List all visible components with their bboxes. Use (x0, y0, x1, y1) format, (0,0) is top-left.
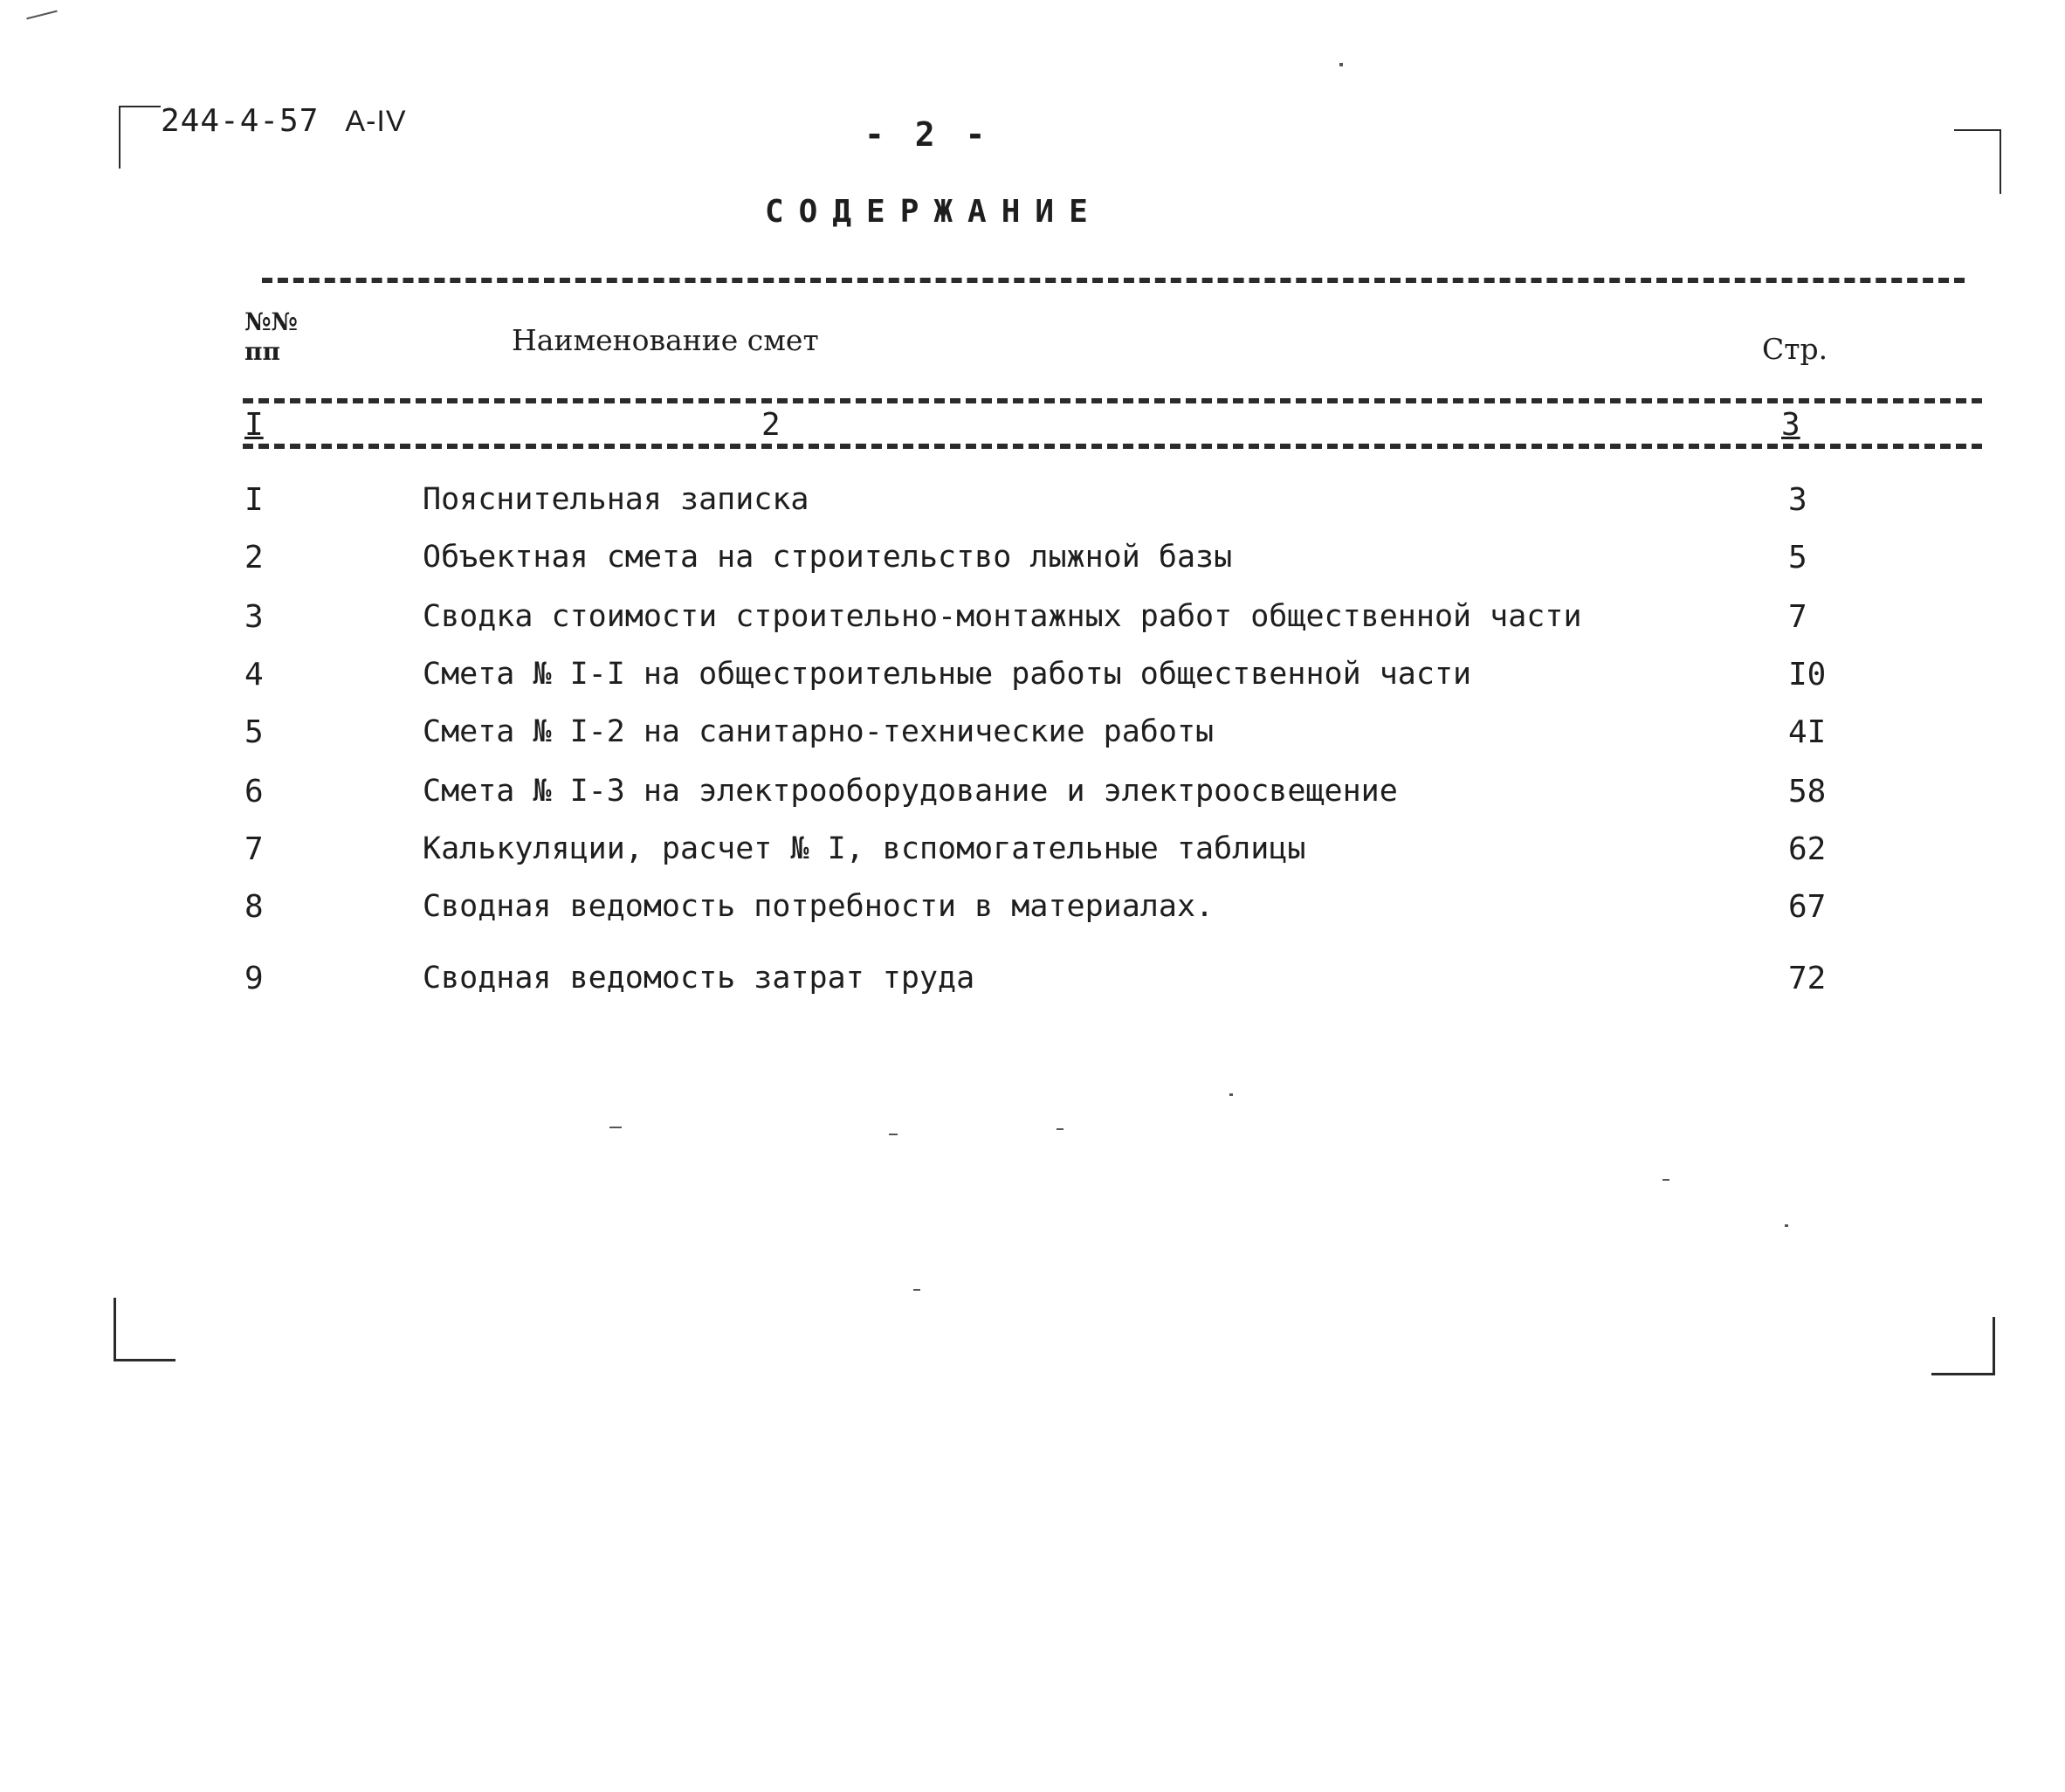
row-page: 7 (1788, 599, 1807, 635)
top-rule (262, 278, 1965, 283)
scan-speck (609, 1127, 622, 1128)
scan-speck (1229, 1093, 1233, 1096)
row-title: Смета № I-3 на электрооборудование и электроосвещение (423, 774, 1398, 809)
header-page: Стр. (1762, 332, 1828, 366)
header-number (244, 307, 298, 367)
column-number-3: 3 (1781, 407, 1800, 443)
header-number-line1: №№ (244, 307, 298, 336)
row-page: 5 (1788, 540, 1807, 576)
row-number: 9 (244, 961, 264, 996)
row-title: Объектная смета на строительство лыжной базы (423, 540, 1233, 575)
header-number-line2: пп (244, 337, 280, 366)
row-number: 2 (244, 540, 264, 576)
row-title: Калькуляции, расчет № I, вспомогательные таблицы (423, 831, 1306, 866)
row-page: 58 (1788, 774, 1827, 810)
row-page: I0 (1788, 657, 1827, 693)
row-page: 4I (1788, 714, 1827, 750)
scan-speck (1339, 63, 1343, 66)
table-row (0, 889, 2065, 938)
row-number: 6 (244, 774, 264, 810)
row-title: Смета № I-2 на санитарно-технические работы (423, 714, 1215, 749)
document-code-number: 244-4-57 (161, 103, 320, 139)
column-number-rule (243, 444, 1982, 449)
corner-mark-top-right (1954, 129, 2001, 194)
column-number-2: 2 (761, 407, 781, 443)
corner-mark-bottom-left (114, 1298, 176, 1361)
header-rule (243, 398, 1982, 403)
table-row (0, 831, 2065, 880)
table-row (0, 774, 2065, 823)
table-row (0, 482, 2065, 531)
table-row (0, 540, 2065, 589)
row-number: I (244, 482, 264, 518)
table-row (0, 599, 2065, 648)
table-row (0, 657, 2065, 706)
row-number: 8 (244, 889, 264, 925)
scan-speck (913, 1289, 920, 1291)
document-code (161, 103, 407, 139)
row-page: 72 (1788, 961, 1827, 996)
row-page: 67 (1788, 889, 1827, 925)
scan-speck (26, 10, 57, 20)
row-title: Сводная ведомость затрат труда (423, 961, 975, 996)
row-title: Пояснительная записка (423, 482, 809, 517)
header-name: Наименование смет (512, 323, 819, 357)
row-title: Сводная ведомость потребности в материалах. (423, 889, 1215, 924)
row-title: Сводка стоимости строительно-монтажных работ общественной части (423, 599, 1582, 634)
page-number: - 2 - (864, 115, 991, 154)
row-number: 3 (244, 599, 264, 635)
scan-speck (1785, 1224, 1788, 1227)
scan-speck (1662, 1179, 1669, 1181)
column-number-1: I (244, 407, 264, 443)
document-series: А-IV (345, 105, 407, 138)
row-number: 7 (244, 831, 264, 867)
row-page: 62 (1788, 831, 1827, 867)
row-title: Смета № I-I на общестроительные работы общественной части (423, 657, 1472, 692)
corner-mark-top-left (119, 106, 161, 169)
scan-speck (1057, 1128, 1063, 1130)
row-number: 4 (244, 657, 264, 693)
table-row (0, 961, 2065, 1010)
row-number: 5 (244, 714, 264, 750)
page-title: СОДЕРЖАНИЕ (765, 194, 1103, 230)
row-page: 3 (1788, 482, 1807, 518)
scan-speck (889, 1134, 898, 1135)
table-row (0, 714, 2065, 763)
